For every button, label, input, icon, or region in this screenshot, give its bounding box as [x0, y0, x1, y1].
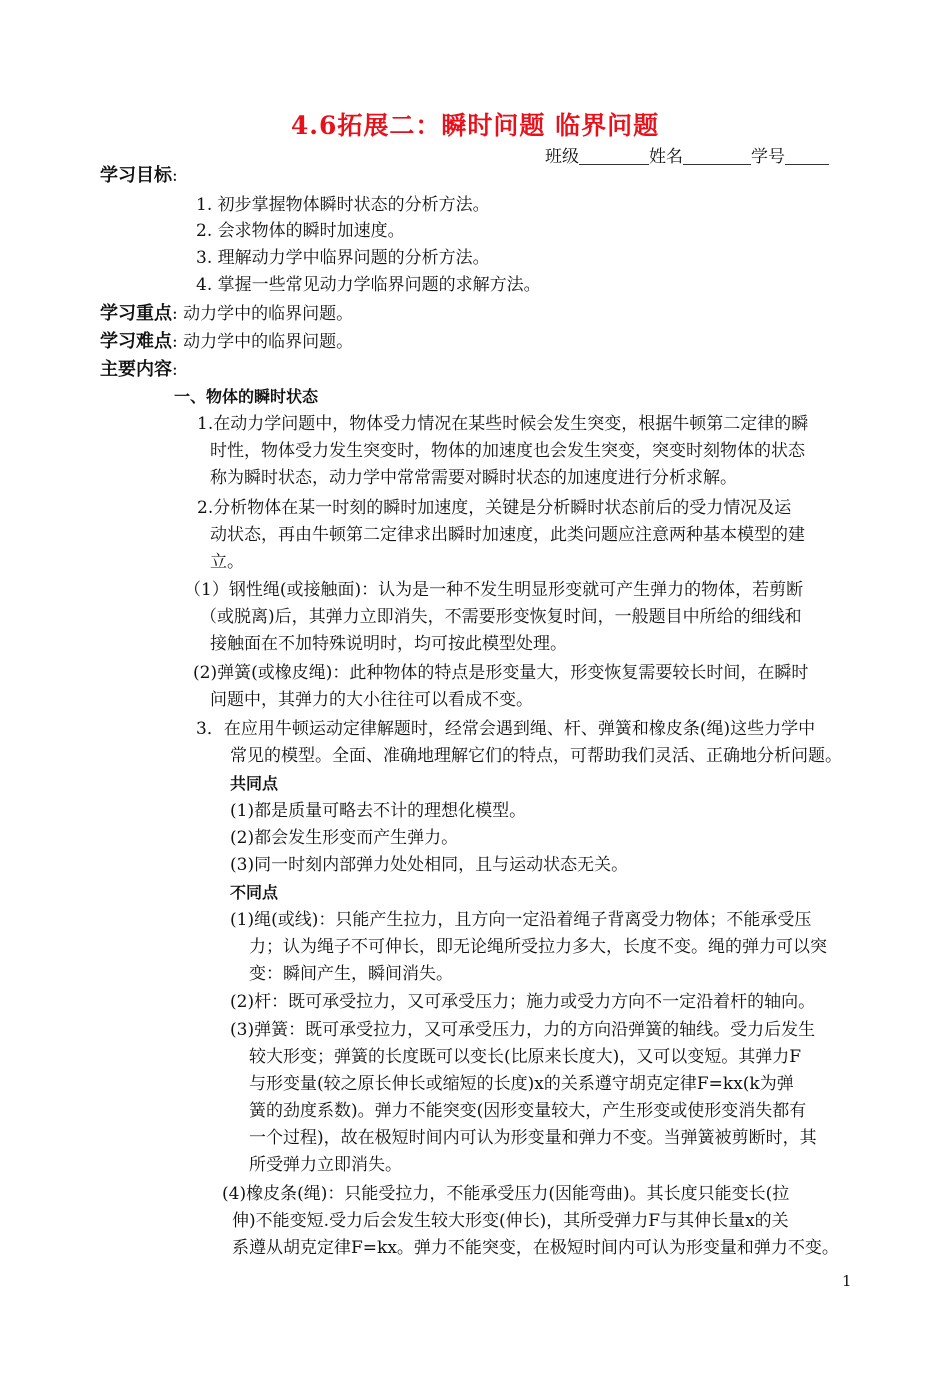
paragraph-line: 3．在应用牛顿运动定律解题时，经常会遇到绳、杆、弹簧和橡皮条(绳)这些力学中: [196, 719, 816, 739]
class-blank: [579, 148, 649, 165]
section-heading: 一、物体的瞬时状态: [174, 387, 319, 406]
main-heading: 主要内容: [100, 359, 172, 380]
diff-line: 一个过程)，故在极短时间内可认为形变量和弹力不变。当弹簧被剪断时，其: [249, 1128, 817, 1148]
paragraph-line: 时性，物体受力发生突变时，物体的加速度也会发生突变，突变时刻物体的状态: [210, 441, 805, 461]
diff-line: 系遵从胡克定律F=kx。弹力不能突变，在极短时间内可认为形变量和弹力不变。: [232, 1238, 839, 1258]
difficulty-text: : 动力学中的临界问题。: [172, 332, 354, 352]
focus-text: : 动力学中的临界问题。: [172, 304, 354, 324]
page-title: 4.6拓展二：瞬时问题 临界问题: [290, 111, 660, 140]
goal-item: 4. 掌握一些常见动力学临界问题的求解方法。: [196, 275, 541, 295]
diff-line: (3)弹簧：既可承受拉力，又可承受压力，力的方向沿弹簧的轴线。受力后发生: [230, 1020, 816, 1040]
class-label: 班级: [545, 147, 579, 167]
goals-heading: 学习目标: [100, 165, 172, 186]
difficulty-heading: 学习难点: [100, 331, 172, 352]
page-number: 1: [842, 1272, 852, 1290]
common-heading: 共同点: [230, 774, 279, 793]
diff-line: 簧的劲度系数)。弹力不能突变(因形变量较大，产生形变或使形变消失都有: [249, 1101, 807, 1121]
diff-line: 力；认为绳子不可伸长，即无论绳所受拉力多大，长度不变。绳的弹力可以突: [249, 937, 827, 957]
paragraph-line: 1.在动力学问题中，物体受力情况在某些时候会发生突变，根据牛顿第二定律的瞬: [197, 414, 809, 434]
goal-item: 2. 会求物体的瞬时加速度。: [196, 221, 405, 241]
name-label: 姓名: [649, 147, 683, 167]
diff-line: 与形变量(较之原长伸长或缩短的长度)x的关系遵守胡克定律F=kx(k为弹: [249, 1074, 794, 1094]
name-blank: [683, 148, 751, 165]
paragraph-line: 接触面在不加特殊说明时，均可按此模型处理。: [210, 634, 567, 654]
id-label: 学号: [751, 147, 785, 167]
diff-line: (4)橡皮条(绳)：只能受拉力，不能承受压力(因能弯曲)。其长度只能变长(拉: [222, 1184, 790, 1204]
diff-heading: 不同点: [230, 883, 279, 902]
paragraph-line: 动状态，再由牛顿第二定律求出瞬时加速度，此类问题应注意两种基本模型的建: [210, 525, 805, 545]
paragraph-line: （或脱离)后，其弹力立即消失，不需要形变恢复时间，一般题目中所给的细线和: [200, 607, 802, 627]
student-info-line: [545, 142, 829, 167]
focus-heading: 学习重点: [100, 303, 172, 324]
diff-line: 变：瞬间产生，瞬间消失。: [249, 964, 453, 984]
diff-line: (2)杆：既可承受拉力，又可承受压力；施力或受力方向不一定沿着杆的轴向。: [230, 992, 816, 1012]
diff-line: 较大形变；弹簧的长度既可以变长(比原来长度大)，又可以变短。其弹力F: [249, 1047, 802, 1067]
paragraph-line: 常见的模型。全面、准确地理解它们的特点，可帮助我们灵活、正确地分析问题。: [230, 746, 842, 766]
goal-item: 3. 理解动力学中临界问题的分析方法。: [196, 248, 490, 268]
diff-line: 伸)不能变短.受力后会发生较大形变(伸长)，其所受弹力F与其伸长量x的关: [232, 1211, 789, 1231]
main-colon: :: [172, 360, 178, 380]
goals-heading-line: [100, 162, 178, 190]
common-item: (2)都会发生形变而产生弹力。: [230, 828, 459, 848]
goal-item: 1. 初步掌握物体瞬时状态的分析方法。: [196, 195, 490, 215]
id-blank: [785, 148, 829, 165]
paragraph-line: 问题中，其弹力的大小往往可以看成不变。: [210, 690, 533, 710]
paragraph-line: 立。: [210, 552, 244, 572]
paragraph-line: 称为瞬时状态，动力学中常常需要对瞬时状态的加速度进行分析求解。: [210, 468, 737, 488]
paragraph-line: (2)弹簧(或橡皮绳)：此种物体的特点是形变量大，形变恢复需要较长时间，在瞬时: [193, 663, 809, 683]
common-item: (3)同一时刻内部弹力处处相同，且与运动状态无关。: [230, 855, 629, 875]
paragraph-line: 2.分析物体在某一时刻的瞬时加速度，关键是分析瞬时状态前后的受力情况及运: [197, 498, 792, 518]
diff-line: 所受弹力立即消失。: [249, 1155, 402, 1175]
goals-colon: :: [172, 166, 178, 186]
difficulty-line: [100, 328, 353, 356]
common-item: (1)都是质量可略去不计的理想化模型。: [230, 801, 527, 821]
main-heading-line: [100, 356, 178, 384]
diff-line: (1)绳(或线)：只能产生拉力，且方向一定沿着绳子背离受力物体；不能承受压: [230, 910, 812, 930]
focus-line: [100, 300, 353, 328]
paragraph-line: （1）钢性绳(或接触面)：认为是一种不发生明显形变就可产生弹力的物体，若剪断: [184, 580, 804, 600]
